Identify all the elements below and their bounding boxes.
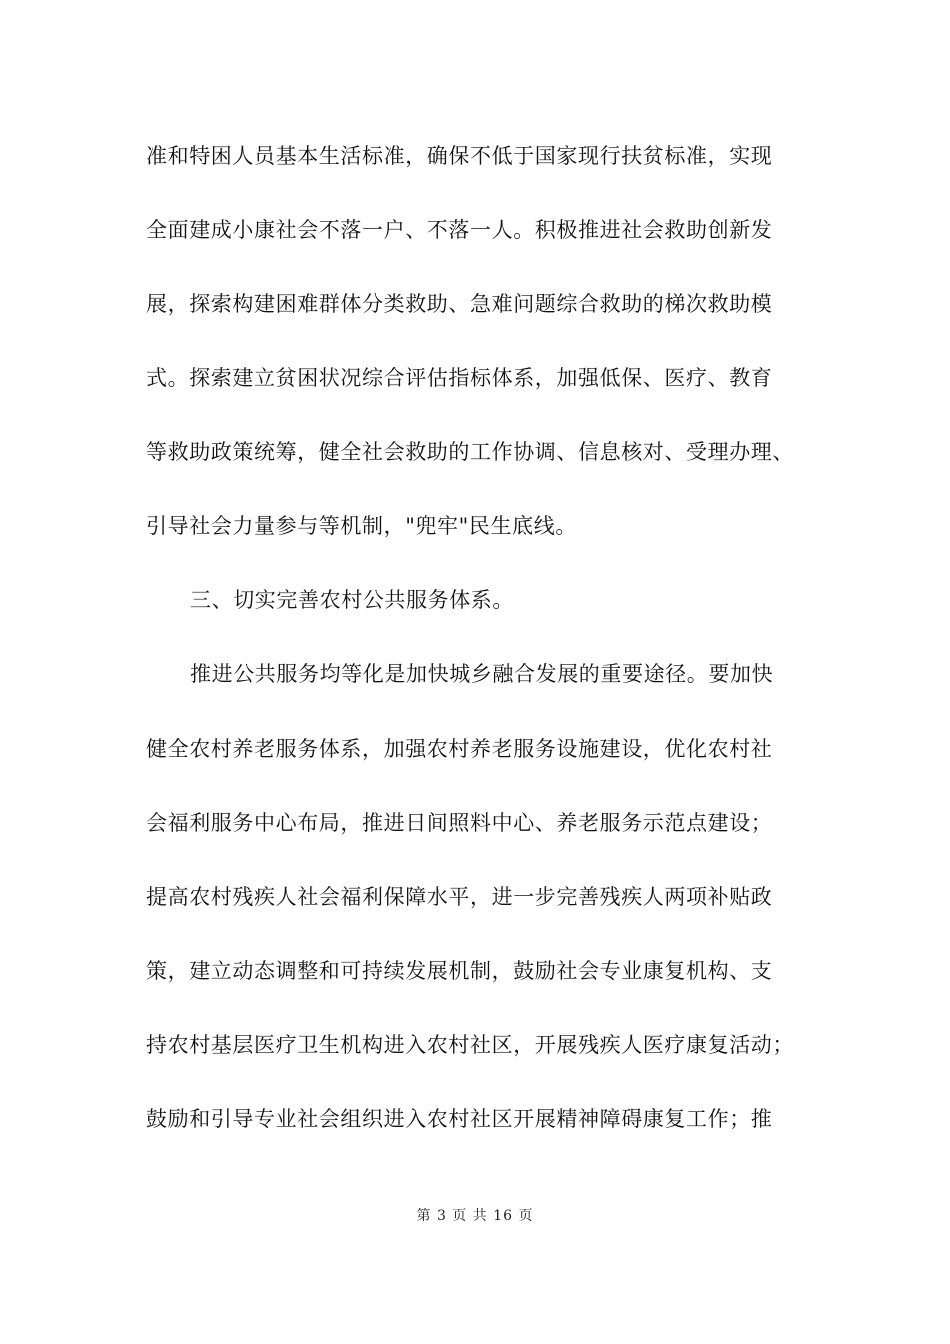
body-text-line: 健全农村养老服务体系，加强农村养老服务设施建设，优化农村社 xyxy=(146,737,773,761)
paragraph-first-line: 推进公共服务均等化是加快城乡融合发展的重要途径。要加快 xyxy=(190,662,774,686)
body-text-line: 鼓励和引导专业社会组织进入农村社区开展精神障碍康复工作；推 xyxy=(146,1107,773,1131)
body-text-line: 全面建成小康社会不落一户、不落一人。积极推进社会救助创新发 xyxy=(146,218,773,242)
body-text-line: 提高农村残疾人社会福利保障水平，进一步完善残疾人两项补贴政 xyxy=(146,885,773,909)
body-text-line: 等救助政策统筹，健全社会救助的工作协调、信息核对、受理办理、 xyxy=(146,440,794,464)
body-text-line: 持农村基层医疗卫生机构进入农村社区，开展残疾人医疗康复活动； xyxy=(146,1033,794,1057)
body-text-line: 会福利服务中心布局，推进日间照料中心、养老服务示范点建设； xyxy=(146,811,773,835)
body-text-line: 引导社会力量参与等机制，"兜牢"民生底线。 xyxy=(146,514,577,538)
body-text-line: 策，建立动态调整和可持续发展机制，鼓励社会专业康复机构、支 xyxy=(146,959,773,983)
section-heading: 三、切实完善农村公共服务体系。 xyxy=(190,588,514,612)
page-number-footer: 第 3 页 共 16 页 xyxy=(416,1208,534,1224)
body-text-line: 准和特困人员基本生活标准，确保不低于国家现行扶贫标准，实现 xyxy=(146,144,773,168)
body-text-line: 展，探索构建困难群体分类救助、急难问题综合救助的梯次救助模 xyxy=(146,292,773,316)
body-text-line: 式。探索建立贫困状况综合评估指标体系，加强低保、医疗、教育 xyxy=(146,366,773,390)
